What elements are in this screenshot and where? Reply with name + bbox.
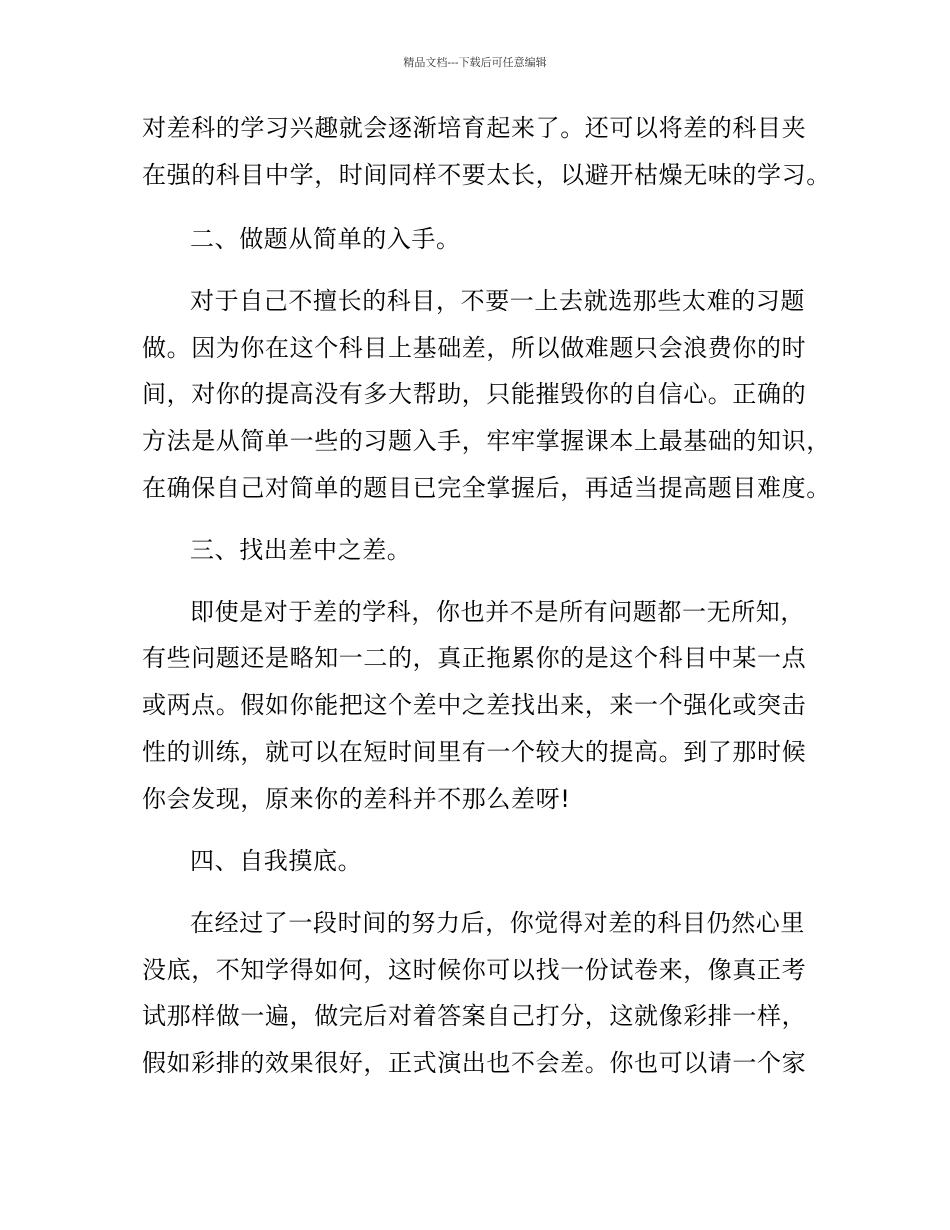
paragraph-line: 对于自己不擅长的科目，不要一上去就选那些太难的习题 bbox=[190, 287, 805, 315]
paragraph-line: 假如彩排的效果很好，正式演出也不会差。你也可以请一个家 bbox=[142, 1049, 807, 1077]
paragraph-line: 有些问题还是略知一二的，真正拖累你的是这个科目中某一点 bbox=[142, 644, 807, 672]
paragraph-line: 做。因为你在这个科目上基础差，所以做难题只会浪费你的时 bbox=[142, 334, 807, 362]
paragraph-line: 方法是从简单一些的习题入手，牢牢掌握课本上最基础的知识， bbox=[142, 427, 831, 455]
paragraph-line: 对差科的学习兴趣就会逐渐培育起来了。还可以将差的科目夹 bbox=[142, 114, 807, 142]
paragraph-line: 在经过了一段时间的努力后，你觉得对差的科目仍然心里 bbox=[190, 909, 805, 937]
page-header: 精品文档---下载后可任意编辑 bbox=[403, 56, 547, 69]
paragraph-line: 你会发现，原来你的差科并不那么差呀! bbox=[142, 785, 571, 813]
paragraph-line: 即使是对于差的学科，你也并不是所有问题都一无所知， bbox=[190, 598, 805, 626]
paragraph-line: 或两点。假如你能把这个差中之差找出来，来一个强化或突击 bbox=[142, 691, 807, 719]
paragraph-line: 在确保自己对简单的题目已完全掌握后，再适当提高题目难度。 bbox=[142, 474, 831, 502]
paragraph-line: 间，对你的提高没有多大帮助，只能摧毁你的自信心。正确的 bbox=[142, 380, 807, 408]
section-heading: 二、做题从简单的入手。 bbox=[190, 225, 461, 253]
paragraph-line: 在强的科目中学，时间同样不要太长，以避开枯燥无味的学习。 bbox=[142, 161, 831, 189]
section-heading: 三、找出差中之差。 bbox=[190, 536, 412, 564]
section-heading: 四、自我摸底。 bbox=[190, 847, 363, 875]
paragraph-line: 试那样做一遍，做完后对着答案自己打分，这就像彩排一样， bbox=[142, 1002, 807, 1030]
paragraph-line: 性的训练，就可以在短时间里有一个较大的提高。到了那时候 bbox=[142, 738, 807, 766]
paragraph-line: 没底，不知学得如何，这时候你可以找一份试卷来，像真正考 bbox=[142, 956, 807, 984]
